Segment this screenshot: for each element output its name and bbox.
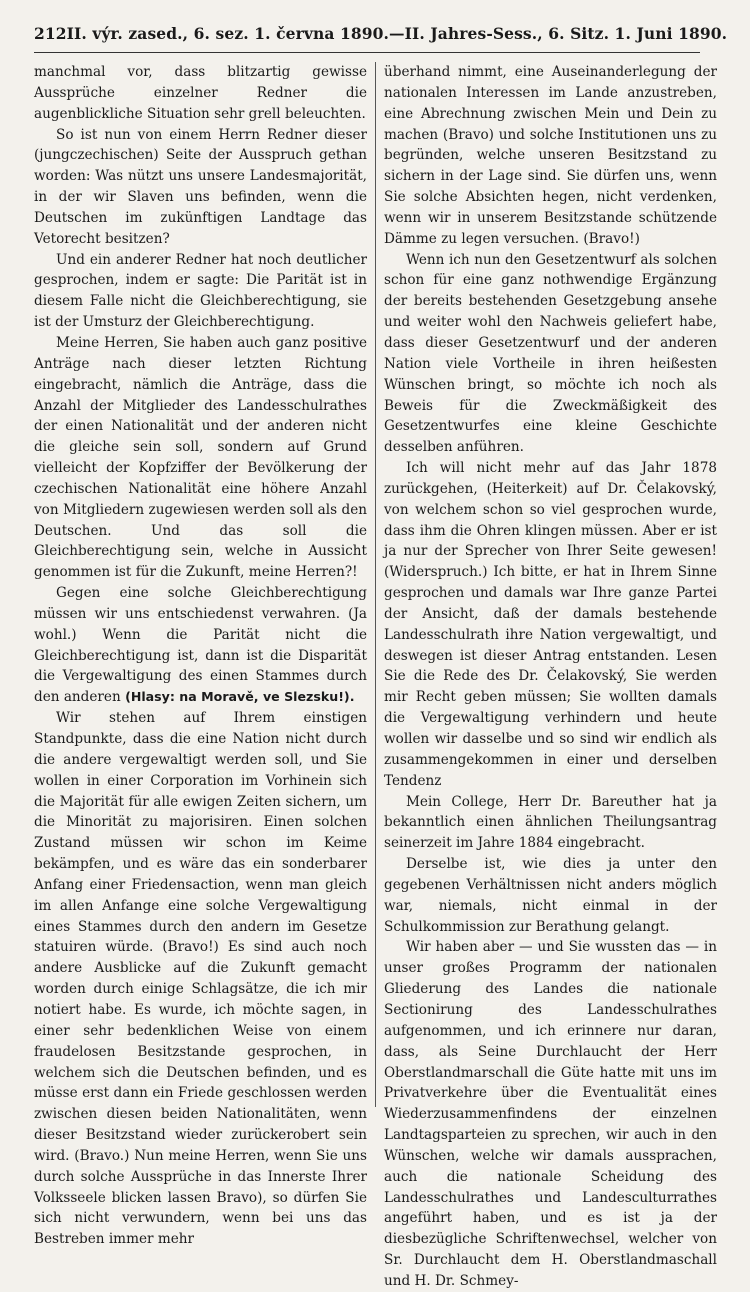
czech-session-title: II. výr. zased., 6. sez. 1. června 1890. <box>66 24 390 43</box>
paragraph: Wir stehen auf Ihrem einstigen Standpunkte, dass die eine Nation nicht durch die andere vergewaltigt werden soll, und Sie wollen in einer Corporation im Vorhinein sich die Majorität für alle ewigen Zeiten sichern, um die Minorität zu majorisiren. Einen solchen Zustand müssen wir schon im Keime bekämpfen, und es wäre das ein sonderbarer Anfang einer Friedensaction, wenn man gleich im allen Anfange eine solche Vergewaltigung eines Stammes durch den andern im Gesetze statuiren würde. (Bravo!) Es sind auch noch andere Ausblicke auf die Zukunft gemacht worden durch einige Schlagsätze, die ich mir notiert habe. Es wurde, ich möchte sagen, in einer sehr bedenklichen Weise von einem fraudelosen Besitzstande gesprochen, in welchem sich die Deutschen befinden, und es müsse erst dann ein Friede geschlossen werden zwischen diesen beiden Nationalitäten, wenn dieser Besitzstand wieder zurückerobert sein wird. (Bravo.) Nun meine Herren, wenn Sie uns durch solche Aussprüche in das Innerste Ihrer Volksseele blicken lassen Bravo), so dürfen Sie sich nicht verwundern, wenn bei uns das Bestreben immer mehr <box>34 710 367 1248</box>
paragraph: Und ein anderer Redner hat noch deutlicher gesprochen, indem er sagte: Die Parität ist in diesem Falle nicht die Gleichberechtigung, sie ist der Umsturz der Gleichberechtigung. <box>34 251 367 331</box>
page-number: 212 <box>34 24 67 43</box>
czech-interjection: (Hlasy: na Moravě, ve Slezsku!). <box>125 689 355 705</box>
paragraph <box>34 583 367 708</box>
header-dash: — <box>389 24 405 43</box>
paragraph: Ich will nicht mehr auf das Jahr 1878 zurückgehen, (Heiterkeit) auf Dr. Čelakovský, von welchem schon so viel gesprochen wurde, dass ihm die Ohren klingen müssen. Aber er ist ja nur der Sprecher von Ihrer Seite gewesen! (Widerspruch.) Ich bitte, er hat in Ihrem Sinne gesprochen und damals war Ihre ganze Partei der Ansicht, daß der damals bestehende Landesschulrath ihre Nation vergewaltigt, und deswegen ist dieser Antrag entstanden. Lesen Sie die Rede des Dr. Čelakovský, Sie werden mir Recht geben müssen; Sie wollten damals die Vergewaltigung verhindern und heute wollen wir dasselbe und so sind wir endlich als zusammengekommen in einer und derselben Tendenz <box>384 460 717 789</box>
left-text-column <box>34 62 367 1248</box>
paragraph: So ist nun von einem Herrn Redner dieser (jungczechischen) Seite der Ausspruch gethan worden: Was nützt uns unsere Landesmajorität, in der wir Slaven uns befinden, wenn die Deutschen im zukünftigen Landtage das Vetorecht besitzen? <box>34 126 367 247</box>
right-text-column <box>384 62 717 1289</box>
paragraph: überhand nimmt, eine Auseinanderlegung der nationalen Interessen im Lande anzustreben, eine Abrechnung zwischen Mein und Dein zu machen (Bravo) und solche Institutionen uns zu begründen, welche unseren Besitzstand zu sichern in der Lage sind. Sie dürfen uns, wenn Sie solche Absichten hegen, nicht verdenken, wenn wir in unserem Besitzstande schützende Dämme zu legen versuchen. (Bravo!) <box>384 64 717 247</box>
paragraph: manchmal vor, dass blitzartig gewisse Aussprüche einzelner Redner die augenblickliche Situation sehr grell beleuchten. <box>34 64 367 122</box>
paragraph: Meine Herren, Sie haben auch ganz positive Anträge nach dieser letzten Richtung eingebracht, nämlich die Anträge, dass die Anzahl der Mitglieder des Landesschulrathes der einen Nationalität und der anderen nicht die gleiche sein soll, sondern auf Grund vielleicht der Kopfziffer der Bevölkerung der czechischen Nationalität eine höhere Anzahl von Mitgliedern zugewiesen werden soll als den Deutschen. Und das soll die Gleichberechtigung sein, welche in Aussicht genommen ist für die Zukunft, meine Herren?! <box>34 334 367 581</box>
page-header <box>34 24 728 53</box>
paragraph: Wenn ich nun den Gesetzentwurf als solchen schon für eine ganz nothwendige Ergänzung der bereits bestehenden Gesetzgebung ansehe und weiter wohl den Nachweis geliefert habe, dass dieser Gesetzentwurf und der anderen Nation viele Vortheile in ihren heißesten Wünschen bringt, so möchte ich noch als Beweis für die Zweckmäßigkeit des Gesetzentwurfes eine kleine Geschichte desselben anführen. <box>384 251 717 456</box>
paragraph: Mein College, Herr Dr. Bareuther hat ja bekanntlich einen ähnlichen Theilungsantrag seinerzeit im Jahre 1884 eingebracht. <box>384 793 717 852</box>
paragraph-text: Gegen eine solche Gleichberechtigung müssen wir uns entschiedenst verwahren. (Ja wohl.) Wenn die Parität nicht die Gleichberechtigung ist, dann ist die Disparität die Vergewaltigung des einen Stammes durch den anderen <box>34 585 367 706</box>
column-divider <box>375 62 376 1107</box>
paragraph: Wir haben aber — und Sie wussten das — in unser großes Programm der nationalen Gliederung des Landes die nationale Sectionirung des Landesschulrathes aufgenommen, und ich erinnere nur daran, dass, als Seine Durchlaucht der Herr Oberstlandmarschall die Güte hatte mit uns im Privatverkehre über die Eventualität eines Wiederzusammenfindens der einzelnen Landtagsparteien zu sprechen, wir auch in den Wünschen, welche wir damals aussprachen, auch die nationale Scheidung des Landesschulrathes und Landesculturrathes angeführt haben, und es ist ja der diesbezügliche Schriftenwechsel, welcher von Sr. Durchlaucht dem H. Oberstlandmaschall und H. Dr. Schmey- <box>384 939 717 1289</box>
paragraph: Derselbe ist, wie dies ja unter den gegebenen Verhältnissen nicht anders möglich war, niemals, nicht einmal in der Schulkommission zur Berathung gelangt. <box>384 856 717 935</box>
german-session-title: II. Jahres-Sess., 6. Sitz. 1. Juni 1890. <box>404 24 728 43</box>
